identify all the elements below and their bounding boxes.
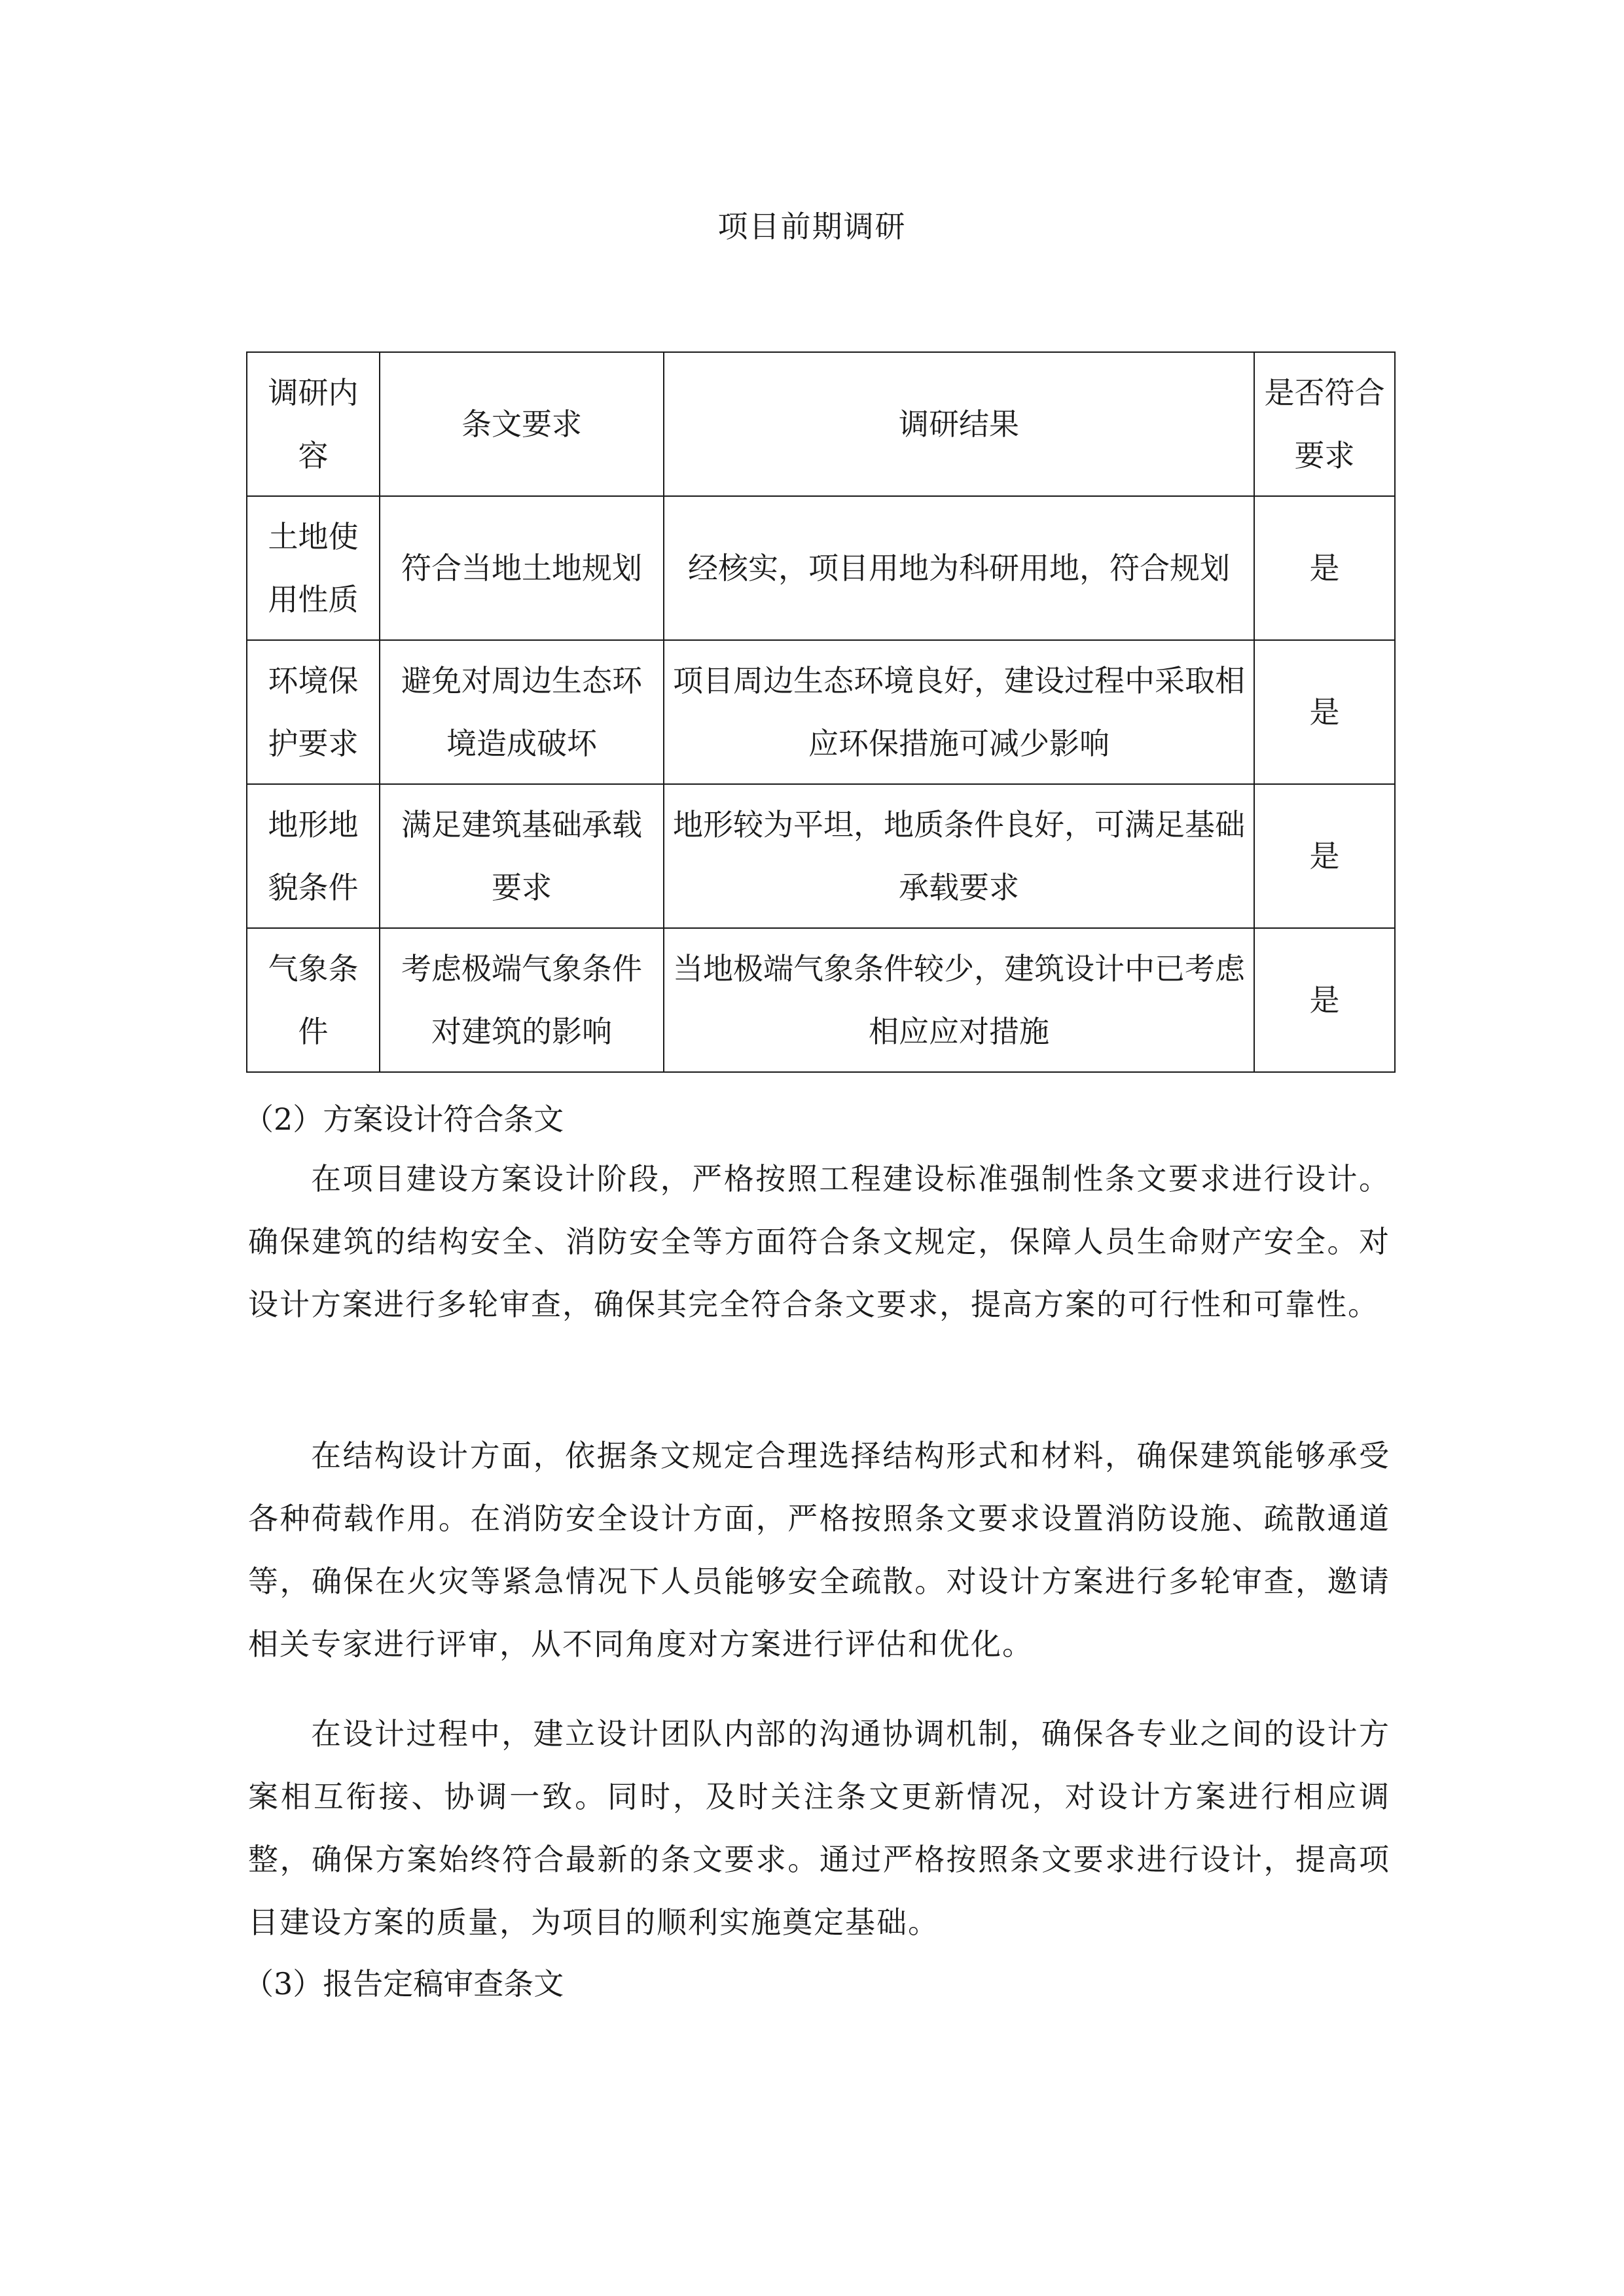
row-compliance-cell: 是 xyxy=(1254,784,1395,928)
row-requirement-cell: 符合当地土地规划 xyxy=(380,496,664,640)
row-compliance-cell: 是 xyxy=(1254,928,1395,1072)
row-result-cell: 当地极端气象条件较少，建筑设计中已考虑相应应对措施 xyxy=(664,928,1254,1072)
header-cell-content: 调研内容 xyxy=(247,352,380,496)
row-requirement-cell: 考虑极端气象条件对建筑的影响 xyxy=(380,928,664,1072)
header-cell-requirement: 条文要求 xyxy=(380,352,664,496)
section-2-paragraph-3: 在设计过程中，建立设计团队内部的沟通协调机制，确保各专业之间的设计方案相互衔接、协调一致。同时，及时关注条文更新情况，对设计方案进行相应调整，确保方案始终符合最新的条文要求。通过严格按照条文要求进行设计，提高项目建设方案的质量，为项目的顺利实施奠定基础。 xyxy=(248,1716,1390,1940)
row-result-cell: 经核实，项目用地为科研用地，符合规划 xyxy=(664,496,1254,640)
table-header-row xyxy=(247,352,1395,496)
row-content-cell: 土地使用性质 xyxy=(247,496,380,640)
section-2-heading: （2）方案设计符合条文 xyxy=(244,1102,564,1137)
row-result-cell: 地形较为平坦，地质条件良好，可满足基础承载要求 xyxy=(664,784,1254,928)
table-row xyxy=(247,640,1395,784)
survey-table xyxy=(246,351,1396,1073)
table-row xyxy=(247,496,1395,640)
row-content-cell: 环境保护要求 xyxy=(247,640,380,784)
row-content-cell: 地形地貌条件 xyxy=(247,784,380,928)
table-row xyxy=(247,784,1395,928)
section-2-paragraph-1: 在项目建设方案设计阶段，严格按照工程建设标准强制性条文要求进行设计。确保建筑的结构安全、消防安全等方面符合条文规定，保障人员生命财产安全。对设计方案进行多轮审查，确保其完全符合条文要求，提高方案的可行性和可靠性。 xyxy=(248,1161,1390,1322)
section-3-heading: （3）报告定稿审查条文 xyxy=(244,1966,564,2001)
row-compliance-cell: 是 xyxy=(1254,496,1395,640)
row-compliance-cell: 是 xyxy=(1254,640,1395,784)
row-result-cell: 项目周边生态环境良好，建设过程中采取相应环保措施可减少影响 xyxy=(664,640,1254,784)
page-title: 项目前期调研 xyxy=(717,209,907,244)
row-requirement-cell: 满足建筑基础承载要求 xyxy=(380,784,664,928)
header-cell-result: 调研结果 xyxy=(664,352,1254,496)
table-row xyxy=(247,928,1395,1072)
row-content-cell: 气象条件 xyxy=(247,928,380,1072)
section-2-paragraph-2: 在结构设计方面，依据条文规定合理选择结构形式和材料，确保建筑能够承受各种荷载作用。在消防安全设计方面，严格按照条文要求设置消防设施、疏散通道等，确保在火灾等紧急情况下人员能够安全疏散。对设计方案进行多轮审查，邀请相关专家进行评审，从不同角度对方案进行评估和优化。 xyxy=(248,1438,1390,1662)
header-cell-compliance: 是否符合要求 xyxy=(1254,352,1395,496)
row-requirement-cell: 避免对周边生态环境造成破坏 xyxy=(380,640,664,784)
